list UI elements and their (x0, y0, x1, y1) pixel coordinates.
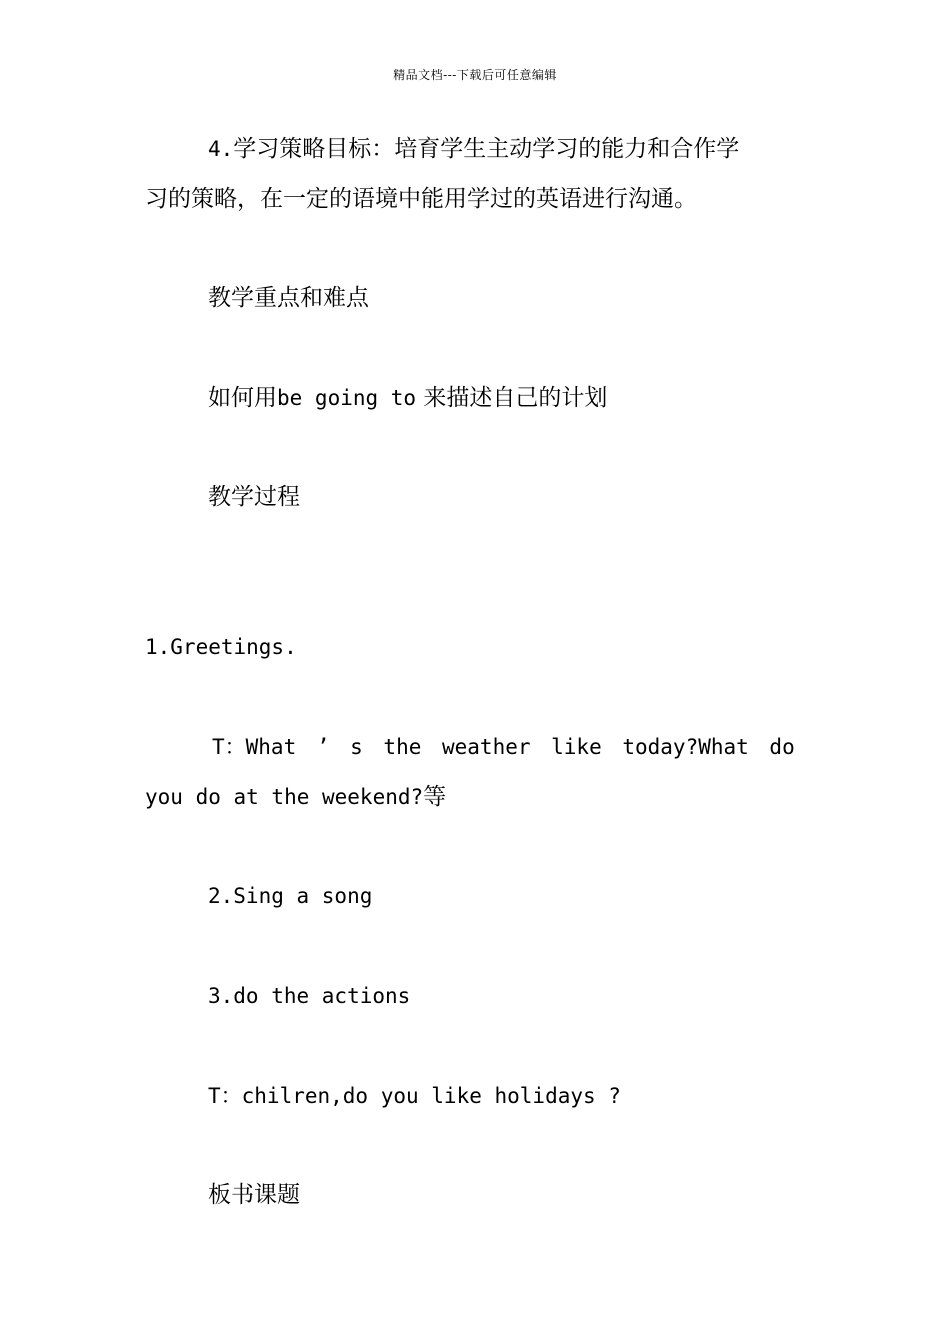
goal-text: 学习策略目标：培育学生主动学习的能力和合作学 (233, 136, 740, 162)
page-header: 精品文档---下载后可任意编辑 (393, 68, 557, 82)
teacher-question-1-line-1: T：What ’ s the weather like today?What do (212, 735, 795, 759)
teacher-question-1-line-2 (145, 782, 446, 812)
key-point-suffix: 来描述自己的计划 (416, 385, 608, 411)
step-3-do-the-actions: 3.do the actions (208, 984, 411, 1008)
board-title: 板书课题 (208, 1182, 300, 1208)
key-points-heading: 教学重点和难点 (208, 285, 369, 311)
teacher-question-1-suffix: 等 (423, 784, 447, 810)
learning-strategy-goal-line-1 (208, 134, 739, 164)
learning-strategy-goal-line-2: 习的策略，在一定的语境中能用学过的英语进行沟通。 (145, 186, 697, 212)
teacher-question-2: T：chilren,do you like holidays ? (208, 1084, 621, 1108)
teacher-question-1-latin: you do at the weekend? (145, 785, 424, 809)
step-1-greetings: 1.Greetings. (145, 635, 297, 659)
step-2-sing-a-song: 2.Sing a song (208, 884, 373, 908)
teaching-process-heading: 教学过程 (208, 484, 300, 510)
goal-number: 4. (208, 137, 234, 161)
key-point-latin: be going to (277, 386, 417, 410)
key-point-text (208, 383, 607, 413)
key-point-prefix: 如何用 (208, 385, 277, 411)
